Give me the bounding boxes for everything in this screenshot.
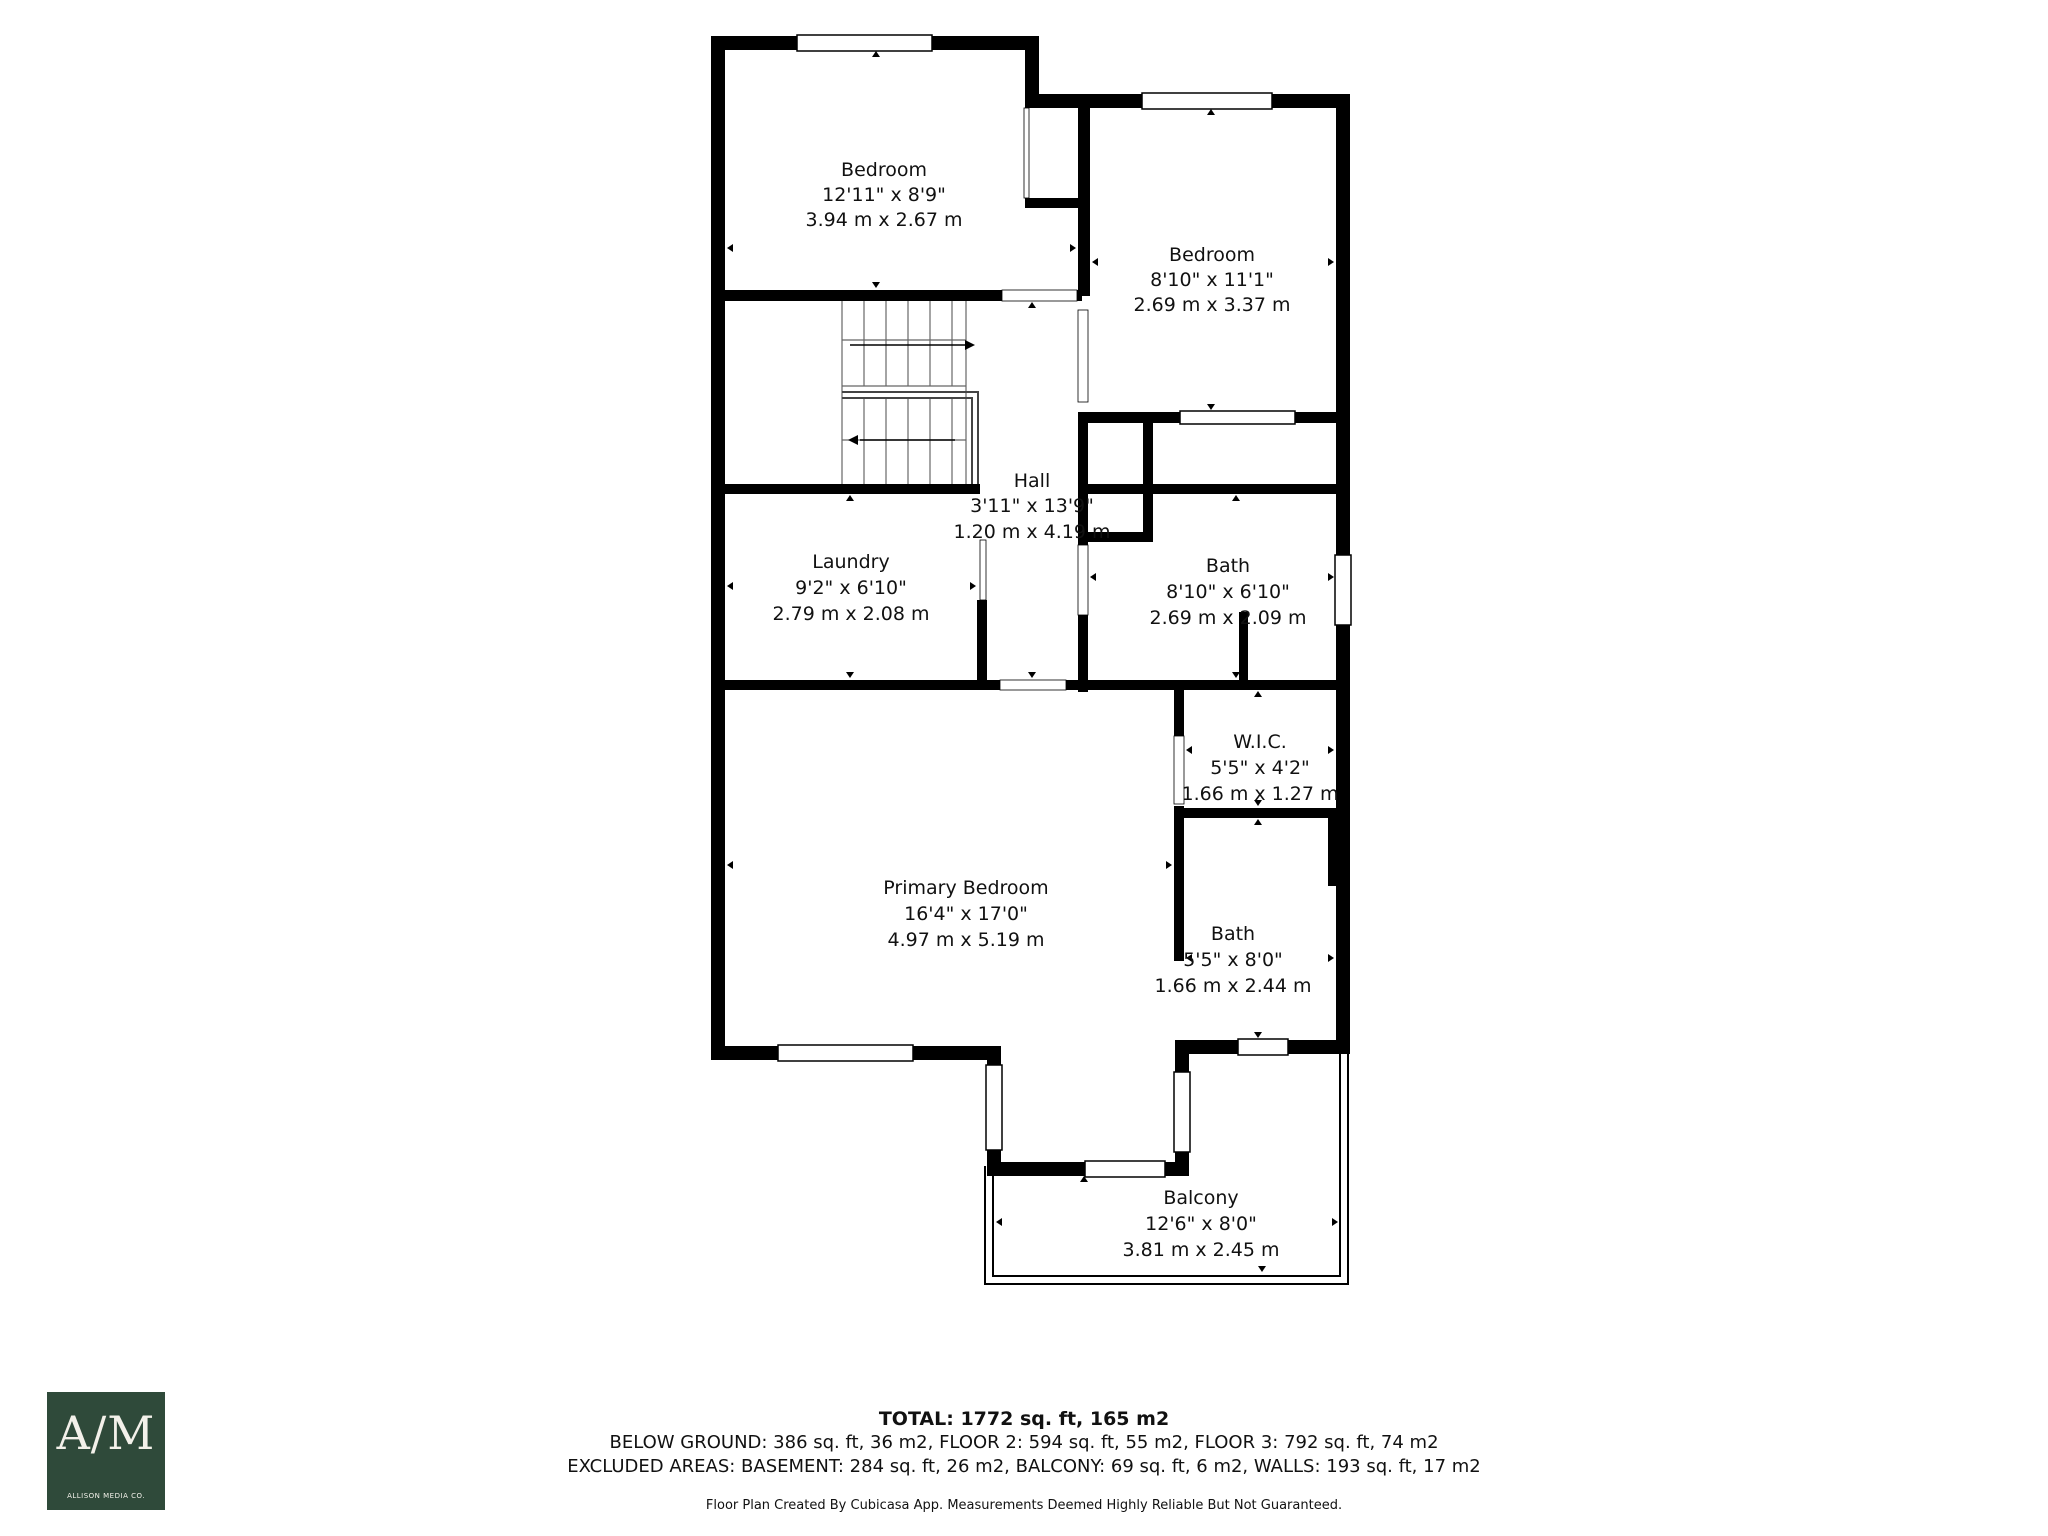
window bbox=[778, 1045, 913, 1061]
wall bbox=[1174, 686, 1184, 736]
wall bbox=[720, 484, 980, 494]
room-dim-metric-hall: 1.20 m x 4.19 m bbox=[953, 521, 1111, 543]
room-dim-metric-laundry: 2.79 m x 2.08 m bbox=[772, 603, 930, 625]
wall bbox=[977, 600, 987, 686]
stairs bbox=[842, 301, 978, 484]
room-name-balcony: Balcony bbox=[1163, 1187, 1239, 1209]
room-dim-metric-bedroom-1: 3.94 m x 2.67 m bbox=[805, 209, 963, 231]
area-total: TOTAL: 1772 sq. ft, 165 m2 bbox=[878, 1408, 1170, 1430]
room-dim-metric-balcony: 3.81 m x 2.45 m bbox=[1122, 1239, 1280, 1261]
area-excluded: EXCLUDED AREAS: BASEMENT: 284 sq. ft, 26 m2, BALCONY: 69 sq. ft, 6 m2, WALLS: 193 sq. ft, 17 m2 bbox=[567, 1456, 1481, 1477]
window bbox=[1174, 1072, 1190, 1152]
logo-company-name: ALLISON MEDIA CO. bbox=[67, 1492, 145, 1500]
room-dim-metric-wic: 1.66 m x 1.27 m bbox=[1181, 783, 1339, 805]
window bbox=[1085, 1161, 1165, 1177]
door bbox=[1024, 108, 1029, 198]
wall bbox=[1174, 808, 1340, 818]
room-name-bedroom-2: Bedroom bbox=[1169, 244, 1255, 266]
room-name-wic: W.I.C. bbox=[1233, 731, 1287, 753]
room-dim-imperial-wic: 5'5" x 4'2" bbox=[1210, 757, 1310, 779]
window bbox=[797, 35, 932, 51]
room-name-hall: Hall bbox=[1013, 470, 1051, 492]
room-name-bath-2: Bath bbox=[1210, 923, 1256, 945]
window bbox=[1180, 411, 1295, 424]
wall bbox=[1174, 806, 1184, 961]
door bbox=[1078, 545, 1088, 615]
room-dim-imperial-bath-2: 5'5" x 8'0" bbox=[1183, 949, 1283, 971]
room-dim-metric-bath-2: 1.66 m x 2.44 m bbox=[1154, 975, 1312, 997]
room-dim-metric-bath-1: 2.69 m x 2.09 m bbox=[1149, 607, 1307, 629]
window bbox=[986, 1065, 1002, 1150]
logo-mark: A/M bbox=[56, 1406, 156, 1460]
room-dim-imperial-bedroom-2: 8'10" x 11'1" bbox=[1150, 269, 1274, 291]
room-dim-imperial-bedroom-1: 12'11" x 8'9" bbox=[822, 184, 946, 206]
wall bbox=[1143, 412, 1153, 542]
room-dim-metric-primary-bedroom: 4.97 m x 5.19 m bbox=[887, 929, 1045, 951]
room-dim-metric-bedroom-2: 2.69 m x 3.37 m bbox=[1133, 294, 1291, 316]
window bbox=[1142, 93, 1272, 109]
door bbox=[980, 540, 986, 600]
room-dim-imperial-balcony: 12'6" x 8'0" bbox=[1145, 1213, 1257, 1235]
window bbox=[1238, 1039, 1288, 1055]
wall bbox=[1328, 808, 1340, 886]
wall bbox=[1025, 36, 1039, 100]
room-dim-imperial-bath-1: 8'10" x 6'10" bbox=[1166, 581, 1290, 603]
room-labels bbox=[772, 159, 1338, 1261]
door bbox=[1078, 310, 1088, 402]
room-dim-imperial-hall: 3'11" x 13'9" bbox=[970, 495, 1094, 517]
wall bbox=[1078, 100, 1090, 296]
wall bbox=[711, 36, 725, 1060]
room-name-bath-1: Bath bbox=[1205, 555, 1251, 577]
window bbox=[1335, 555, 1351, 625]
door bbox=[1002, 290, 1077, 301]
disclaimer: Floor Plan Created By Cubicasa App. Measurements Deemed Highly Reliable But Not Guaranteed. bbox=[705, 1498, 1343, 1513]
room-name-laundry: Laundry bbox=[812, 551, 890, 573]
room-dim-imperial-primary-bedroom: 16'4" x 17'0" bbox=[904, 903, 1028, 925]
room-name-bedroom-1: Bedroom bbox=[841, 159, 927, 181]
door bbox=[1000, 680, 1066, 690]
area-breakdown: BELOW GROUND: 386 sq. ft, 36 m2, FLOOR 2: 594 sq. ft, 55 m2, FLOOR 3: 792 sq. ft, 74 m2 bbox=[609, 1432, 1439, 1453]
wall bbox=[1088, 484, 1340, 494]
room-name-primary-bedroom: Primary Bedroom bbox=[883, 877, 1049, 899]
wall bbox=[1025, 198, 1085, 208]
room-dim-imperial-laundry: 9'2" x 6'10" bbox=[795, 577, 907, 599]
